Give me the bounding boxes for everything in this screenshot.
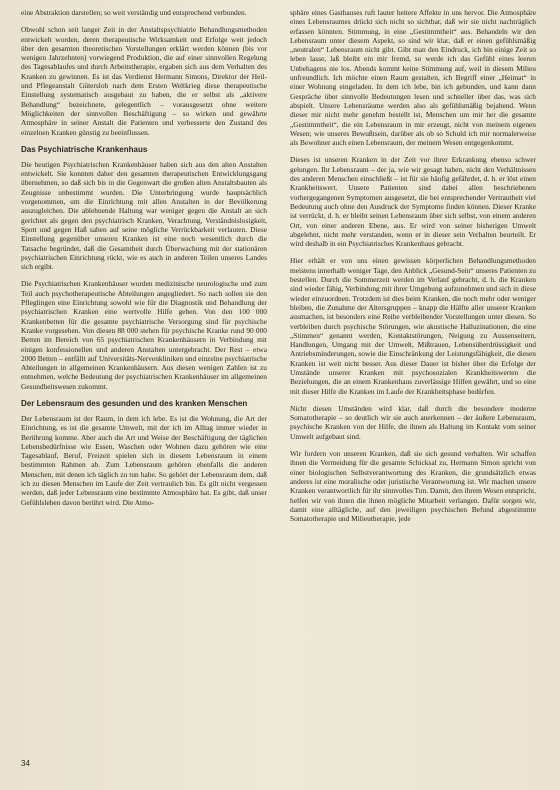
right-column: [290, 8, 536, 531]
paragraph: Der Lebensraum ist der Raum, in dem ich lebe. Es ist die Wohnung, die Art der Einrichtung, es ist die gesamte Umwelt, mit der ich im Alltag immer wieder in Berührung komme. Aber auch die Art und Weise der Beschäftigung der täglichen Lebensbedürfnisse wie Essen, Waschen oder Wohnen dazu gehören wie eine Tagesablauf, Beruf, Freizeit spielen sich in diesem Lebensraum in einem bestimmten Rahmen ab. Zum Lebensraum gehören ebenfalls die anderen Menschen, mit denen ich täglich zu tun habe. So gehört der Lebensraum dem, daß ich zu diesen Menschen im Laufe der Zeit vertraulich bin. Es gilt nicht vergessen werden, daß jeder Lebensraum eine bestimmte Atmosphäre hat. Es gibt, daß unser Gefühlsleben davon berührt wird. Die Atmo-: [21, 413, 267, 507]
section-heading: Das Psychiatrische Krankenhaus: [21, 144, 148, 154]
paragraph: eine Abstraktion darstellen; so weit verständig und entsprechend verbunden.: [21, 8, 247, 17]
paragraph: Nicht diesen Umständen wird klar, daß durch die besondere moderne Somatotherapie – so deutlich wir sie auch anerkennen – der äußere Lebensraum, psychische Kranken von der Hilfe, die ihnen als Haltung im Kontakt vom seiner Umwelt aufgebaut sind.: [290, 403, 536, 441]
paragraph: Obwohl schon seit langer Zeit in der Anstaltspsychiatrie Behandlungsmethoden entwickelt worden, deren therapeutische Wirksamkeit und Erfolge weit jedoch über den gesamten theoretischen Vorstellungen erklärt werden können (bis vor wenigen Jahrzehnten) vorwiegend Produktion, die auf einer sinnvollen Regelung des Tagesablaufes und durch Arbeitstherapie, ergaben sich aus dem Verhalten des Kranken zu gewinnen. Es ist das Verdienst Hermann Simons, Direktor der Heil- und Pflegeanstalt Gütersloh nach dem Ersten Weltkrieg diese therapeutische Einstellung systematisch ausgebaut zu haben, die er selbst als „aktivere Behandlung“ bezeichnete, gelegentlich – vorausgesetzt ohne weitere Möglichkeiten der sinnvollen Beschäftigung – so wirken und gewährte Atmosphäre in seiner Anstalt die Patienten und verbesserte den Zustand des einzelnen Kranken günstig zu beeinflussen.: [21, 25, 267, 137]
paragraph: Die heutigen Psychiatrischen Krankenhäuser haben sich aus den alten Anstalten entwickelt. Sie konnten daher den gesamten therapeutischen Entwicklungsgang übernehmen, so daß sich bis in die Gegenwart die großen alten Anstaltsbauten als Zeugnisse unbestimmt wurden. Die Unterbringung wurde hauptsächlich vorgenommen, um die Einrichtung mit allen Anstalten in der Bevölkerung auszugleichen. Die ablehnende Haltung war weniger gegen die Anstalt an sich gerichtet als gegen den psychiatrisch Kranken, Verachtung, Verständnislosigkeit, Spott und gegen Haß sahen auf seine mögliche Verrückbarkeit verlauten. Diese Einstellung gegenüber unseren Kranken ist eine noch wesentlich durch die Tatsache begründet, daß die Gesamtheit durch Überwachung mit der stationären psychiatrischen Einrichtung rückt, wie es auch in anderen Teilen unseres Landes sich ergibt.: [21, 159, 267, 272]
section-heading: Der Lebensraum des gesunden und des kranken Menschen: [21, 398, 248, 408]
paragraph: sphäre eines Gasthauses ruft lauter heitere Affekte in uns hervor. Die Atmosphäre eines Lebensraumes drückt sich nicht so sichtbar, daß wir sie nicht nachträglich erfassen könnten. Stimmung, in eine „Gestimmtheit“ aus. Behandeln wir den Lebensraum unter diesem Aspekt, so sind wir klar, daß er einen gefühlsmäßig „neutralen“ Lebensraum nicht gibt. Gibt man den Eindruck, ich bin einige Zeit so leben lasse, laß bleibt ein mir fremd, so werde ich das Gefühl eines leeren Unbehagens nie los. Abends kommt keine Stimmung auf, weil in diesem Milieu unfreundlich. Ich möchte einen Raum gestalten, ich Begriff einer „Heimat“ in einer Wohnung eingeladen. In dem ich lebe, bin ich gebunden, und kann dann Gespräche über sinnvolle Bedeutungen lesen und schneller über das, was sich abspielt. Unsere Lebensräume werden also als gefühlsmäßig bejahend. Wenn dieser mir nicht mehr genehm bestellt ist, Menschen um mir her die gesamte „Gestimmtheit“, die ein Lebensraum in mir erzeugt, nicht von meinem eigenen Wesen; wie unseres Bewußtsein, darüber als ob so Schuld ich mir normalerweise als Bewohner auch einen Lebensraum, der meinem Wesen entgegenkommt.: [290, 8, 536, 148]
page-number: 34: [21, 759, 30, 768]
paragraph: Dieses ist unseren Kranken in der Zeit vor ihrer Erkrankung ebenso schwer gelungen. Ihr Lebensraum – der ja, wie wir gesagt haben, nicht den Verhältnissen des anderen Menschen einschließt – ist für sie häufig gefährdet, d. h. er löst einen Krankheitswert. Unsere Patienten sind dabei allen beschriebenen vorhergegangenen Symptomen ausgesetzt, die bei entsprechender Vertrautheit viel Bedeutung auch ohne den Ausdruck der Symptome finden können. Dieser Kranke ist verrückt, d. h. er bleibt seinen Lebensraum über sich selbst, von einem anderen Ort, von einer anderen Ebene, aus. Er wird von seiner bisherigen Umwelt abgelehnt, nicht mehr verstanden, wenn er in dieser sein Verhalten beurteilt. Er wird deshalb in ein Psychiatrisches Krankenhaus gebracht.: [290, 155, 536, 249]
paragraph: Wir fordern von unseren Kranken, daß sie sich gesund verhalten. Wir schaffen ihnen die Vermeidung für die gesamte Schicksal zu, Hermann Simon spricht von einer biologischen Selbstverantwortung des Kranken, die grundsätzlich etwas anderes ist eine moralische oder juristische Verantwortung ist. Wir machen unsere Kranken verantwortlich für ihr sinnvolles Tun. Damit, den ihrem Wesen entspricht, helfen wir von ihnen die ihnen mögliche Mitarbeit verlangen. Dafür sorgen wir, damit eine alltägliche, auf den jeweiligen psychischen Befund abgestimmte Somatotherapie und Milieutherapie, jede: [290, 449, 536, 524]
left-column: [21, 8, 267, 515]
paragraph: Hier erhält er von uns einen gewissen körperlichen Behandlungsmethoden meistens innerhalb weniger Tage, den Anblick „Gesund-Sein“ unseres Patienten zu bestellen. Durch die Sommerzeit werden im Verlauf gebracht, d. h. die Kranken sind wieder fähig, Verbindung mit ihrer Umgebung aufzunehmen und sich in diese wieder einzuordnen. Trotzdem ist dies beim Kranken, die noch mehr oder weniger bleiben, die Zunahme der Altersgruppen – knapp die Hälfte aller unserer Kranken ausmachen, ist besonders eine Reihe verbleibender Vorstellungen unter diesen. So verbleiben durch psychische Störungen, wie akustische Halluzinationen, die eine „Stimmen“ genannt werden, Kontaktstörungen, Neigung zu Aussenseitern, Handlungen, Umgang mit der Umwelt, Mißtrauen, Lebensüberdrüssigkeit und Antriebsminderungen, sowie die Einschränkung der Leistungsfähigkeit, die diesen Kranken ist weit nicht besser. Aus dieser Dauer ist bisher über die Erfolge der Umstände unserer Kranken mit psychosozialen Krankheitswerten die Beziehungen, die an einem Krankenhaus zuverlässige Hilfen gewährt, und so eine mit dieser Hilfe die Kranken im Laufe der Krankheitsphase bedürfen.: [290, 256, 536, 396]
paragraph: Die Psychiatrischen Krankenhäuser wurden medizinische neurologische und zum Teil auch psychotherapeutische Abteilungen angegliedert. So nach sollen sie den Pfleglingen eine Einrichtung sowohl wie für die Diagnostik und Behandlung der psychiatrischen Kranken eine wertvolle Hilfe geben. Von den 100 000 Krankenbetten für die gesamte psychiatrische Versorgung sind für psychische Kranke vorgesehen. Von diesen 88 000 stehen für psychische Kranke rund 90 000 Betten im Bereich von 65 psychiatrischen Krankenhäusern in Verbindung mit einigen konfessionellen und anderen Anstalten untergebracht. Der Rest – etwa 2000 Betten – entfällt auf Universitäts-Nervenkliniken und einzelne psychiatrische Abteilungen in allgemeinen Krankenhäusern. Aus diesen wenigen Zahlen ist zu entnehmen, welche Bedeutung der psychiatrischen Krankenhäuser im allgemeinen Gesundheitswesen zukommt.: [21, 279, 267, 391]
